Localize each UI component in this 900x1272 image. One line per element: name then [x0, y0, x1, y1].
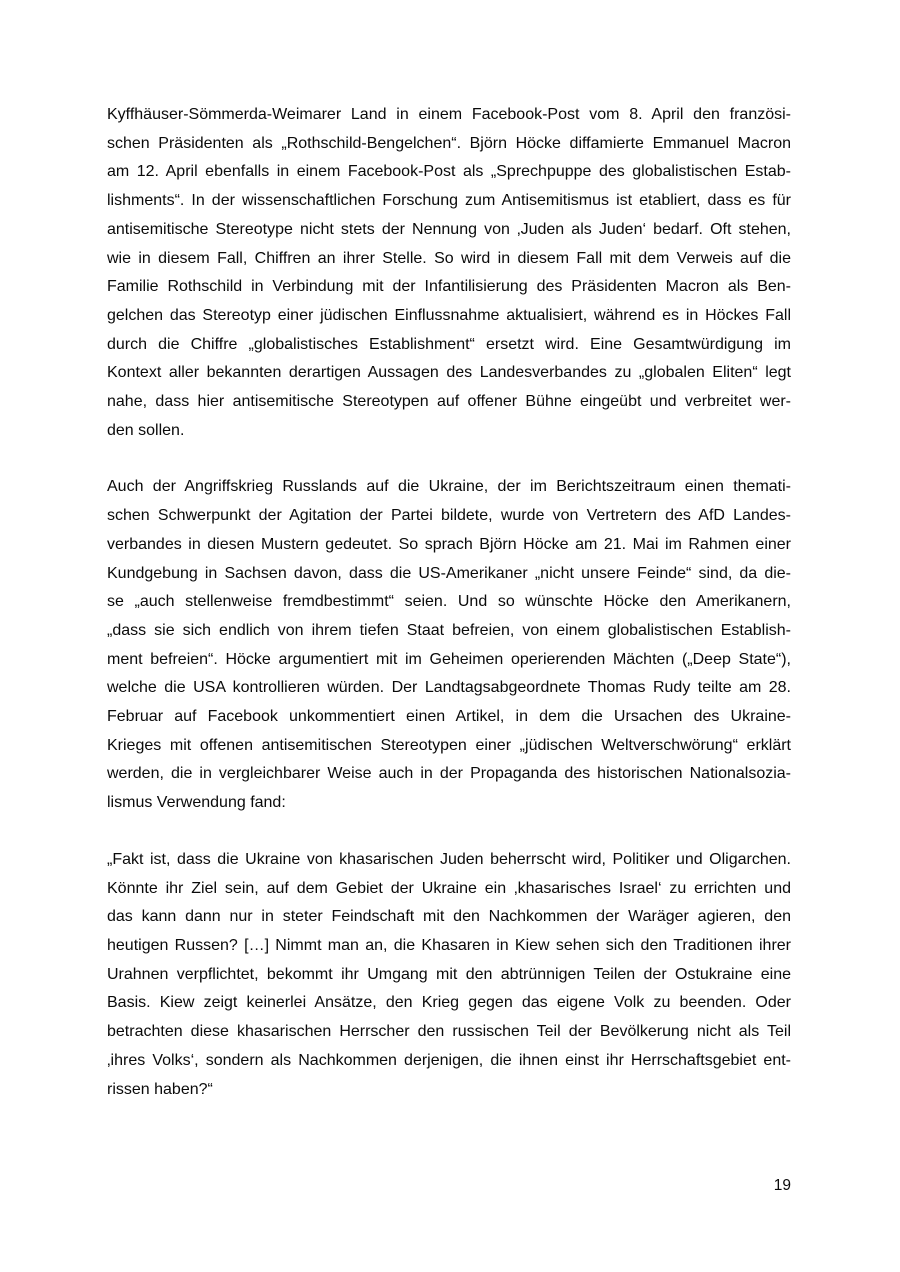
text-line: heutigen Russen? […] Nimmt man an, die Khasaren in Kiew sehen sich den Traditionen ihrer: [107, 936, 791, 954]
text-line: ment befreien“. Höcke argumentiert mit im Geheimen operierenden Mächten („Deep State“),: [107, 650, 791, 668]
text-line: wie in diesem Fall, Chiffren an ihrer Stelle. So wird in diesem Fall mit dem Verweis auf die: [107, 249, 791, 267]
text-line: Kundgebung in Sachsen davon, dass die US-Amerikaner „nicht unsere Feinde“ sind, da die-: [107, 564, 791, 582]
text-line: „dass sie sich endlich von ihrem tiefen Staat befreien, von einem globalistischen Establish-: [107, 621, 791, 639]
text-line: schen Präsidenten als „Rothschild-Bengelchen“. Björn Höcke diffamierte Emmanuel Macron: [107, 134, 791, 152]
text-line: ‚ihres Volks‘, sondern als Nachkommen derjenigen, die ihnen einst ihr Herrschaftsgebiet ent-: [107, 1051, 791, 1069]
text-line: welche die USA kontrollieren würden. Der Landtagsabgeordnete Thomas Rudy teilte am 28.: [107, 679, 791, 697]
text-line: Auch der Angriffskrieg Russlands auf die Ukraine, der im Berichtszeitraum einen themati-: [107, 478, 791, 496]
text-line: Basis. Kiew zeigt keinerlei Ansätze, den Krieg gegen das eigene Volk zu beenden. Oder: [107, 994, 791, 1012]
text-line: verbandes in diesen Mustern gedeutet. So sprach Björn Höcke am 21. Mai im Rahmen einer: [107, 535, 791, 553]
text-line: am 12. April ebenfalls in einem Facebook-Post als „Sprechpuppe des globalistischen Estab-: [107, 163, 791, 181]
text-line: lismus Verwendung fand:: [107, 794, 286, 812]
text-line: Februar auf Facebook unkommentiert einen Artikel, in dem die Ursachen des Ukraine-: [107, 708, 791, 726]
text-line: das kann dann nur in steter Feindschaft mit den Nachkommen der Waräger agieren, den: [107, 908, 791, 926]
document-body: [107, 101, 791, 1132]
paragraph: [107, 846, 791, 1104]
text-line: Urahnen verpflichtet, bekommt ihr Umgang mit den abtrünnigen Teilen der Ostukraine eine: [107, 965, 791, 983]
text-line: antisemitische Stereotype nicht stets der Nennung von ‚Juden als Juden‘ bedarf. Oft stehen,: [107, 220, 791, 238]
text-line: betrachten diese khasarischen Herrscher den russischen Teil der Bevölkerung nicht als Teil: [107, 1023, 791, 1041]
text-line: Kontext aller bekannten derartigen Aussagen des Landesverbandes zu „globalen Eliten“ legt: [107, 364, 791, 382]
text-line: durch die Chiffre „globalistisches Establishment“ ersetzt wird. Eine Gesamtwürdigung im: [107, 335, 791, 353]
text-line: Krieges mit offenen antisemitischen Stereotypen einer „jüdischen Weltverschwörung“ erklärt: [107, 736, 791, 754]
text-line: se „auch stellenweise fremdbestimmt“ seien. Und so wünschte Höcke den Amerikanern,: [107, 593, 791, 611]
text-line: nahe, dass hier antisemitische Stereotypen auf offener Bühne eingeübt und verbreitet wer-: [107, 393, 791, 411]
text-line: werden, die in vergleichbarer Weise auch in der Propaganda des historischen Nationalsozia-: [107, 765, 791, 783]
text-line: Familie Rothschild in Verbindung mit der Infantilisierung des Präsidenten Macron als Ben-: [107, 278, 791, 296]
text-line: „Fakt ist, dass die Ukraine von khasarischen Juden beherrscht wird, Politiker und Oligarchen.: [107, 850, 791, 868]
text-line: rissen haben?“: [107, 1080, 213, 1098]
text-line: schen Schwerpunkt der Agitation der Partei bildete, wurde von Vertretern des AfD Landes-: [107, 507, 791, 525]
text-line: Könnte ihr Ziel sein, auf dem Gebiet der Ukraine ein ‚khasarisches Israel‘ zu errichten und: [107, 879, 791, 897]
text-line: gelchen das Stereotyp einer jüdischen Einflussnahme aktualisiert, während es in Höckes Fall: [107, 306, 791, 324]
text-line: lishments“. In der wissenschaftlichen Forschung zum Antisemitismus ist etabliert, dass es für: [107, 192, 791, 210]
text-line: den sollen.: [107, 421, 185, 439]
paragraph: [107, 473, 791, 817]
page-number: 19: [773, 1177, 791, 1194]
text-line: Kyffhäuser-Sömmerda-Weimarer Land in einem Facebook-Post vom 8. April den französi-: [107, 106, 791, 123]
paragraph: [107, 101, 791, 445]
